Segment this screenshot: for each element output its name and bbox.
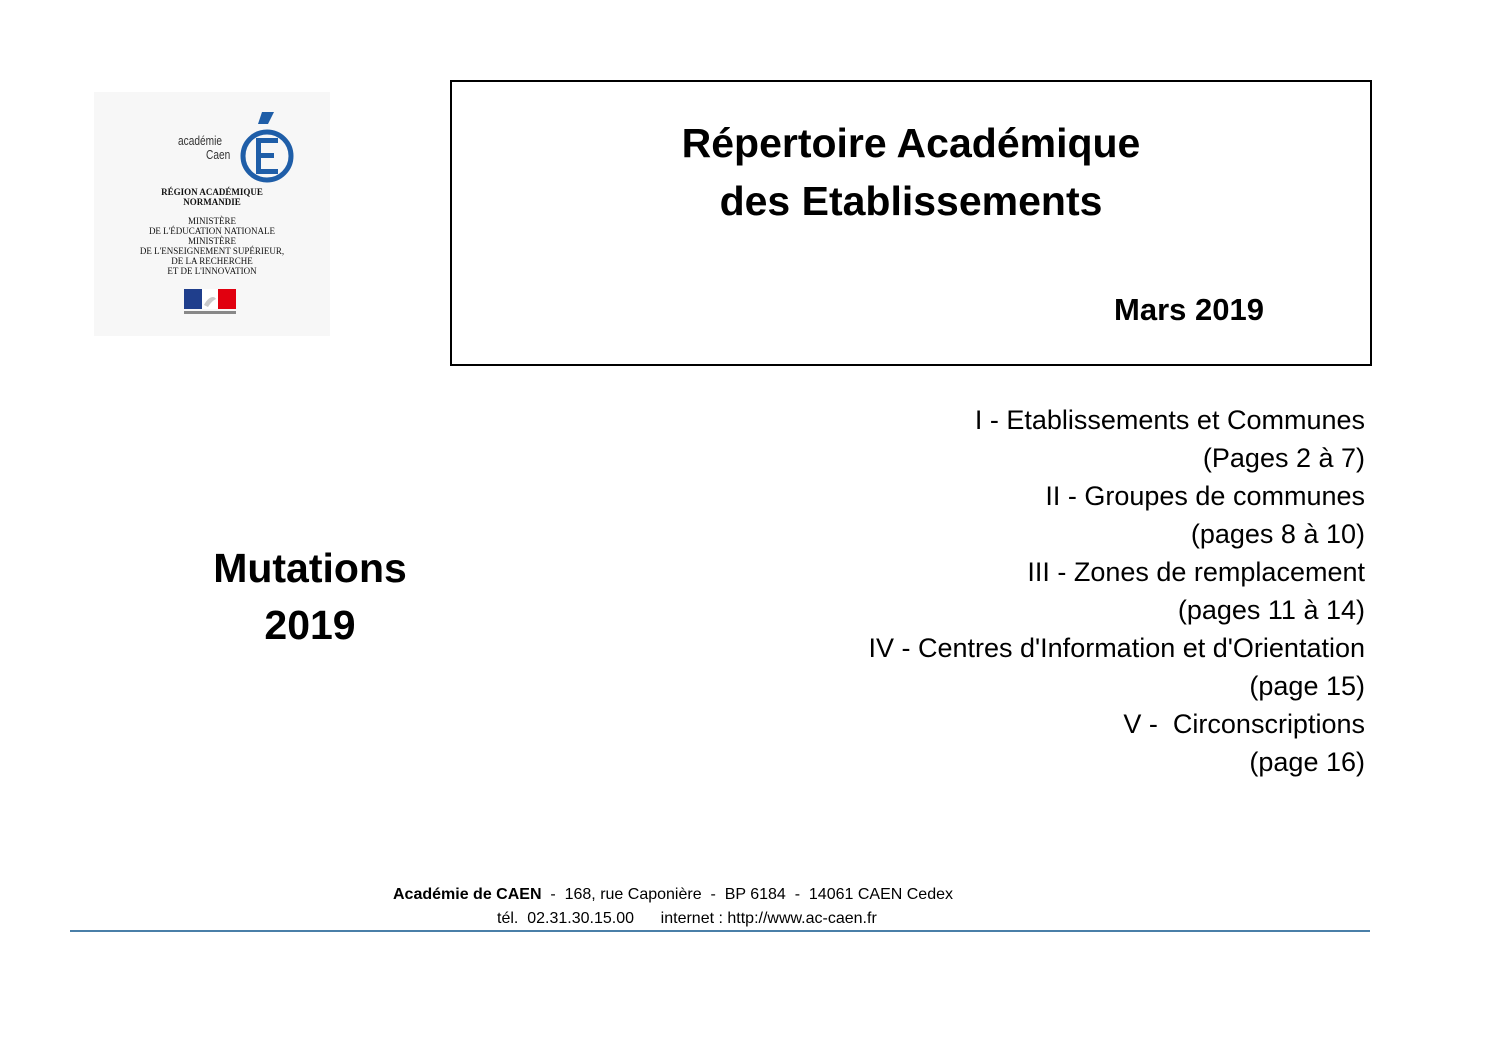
- logo-region-line: RÉGION ACADÉMIQUE: [161, 187, 263, 197]
- logo-word-caen: Caen: [206, 147, 231, 162]
- academie-logo: [94, 92, 330, 336]
- mutations-label: Mutations: [213, 545, 407, 591]
- logo-ministry-line: DE L'ENSEIGNEMENT SUPÉRIEUR,: [139, 246, 285, 256]
- logo-word-academie: académie: [178, 133, 222, 148]
- toc-page-range: (pages 8 à 10): [1190, 519, 1365, 549]
- logo-ministry-text: [94, 216, 330, 276]
- footer-divider: [70, 930, 1370, 932]
- logo-region-line: NORMANDIE: [183, 197, 241, 207]
- title-line-1: Répertoire Académique: [681, 120, 1141, 166]
- toc-page-range: (pages 11 à 14): [1177, 595, 1365, 625]
- toc-page-range: (page 16): [1249, 747, 1365, 777]
- toc-section-title: II - Groupes de communes: [1045, 481, 1365, 511]
- logo-ministry-line: DE L'ÉDUCATION NATIONALE: [148, 226, 276, 236]
- edition-date: Mars 2019: [1114, 292, 1264, 327]
- logo-mark: [178, 110, 294, 184]
- footer-contact-line: tél. 02.31.30.15.00 internet : http://www.ac-caen.fr: [497, 910, 877, 927]
- mutations-year: 2019: [264, 602, 356, 648]
- toc-section-title: III - Zones de remplacement: [1027, 557, 1365, 587]
- toc-page-range: (Pages 2 à 7): [1202, 443, 1365, 473]
- toc-page-range: (page 15): [1249, 671, 1365, 701]
- toc-section-title: I - Etablissements et Communes: [974, 405, 1365, 435]
- footer-org: Académie de CAEN: [393, 886, 542, 903]
- toc-section-title: V - Circonscriptions: [1123, 709, 1365, 739]
- title-line-2: des Etablissements: [719, 178, 1103, 224]
- mutations-heading: [180, 540, 440, 654]
- logo-ministry-line: DE LA RECHERCHE: [171, 256, 253, 266]
- logo-ministry-line: MINISTÈRE: [188, 216, 236, 226]
- flag-caption-mark: [184, 311, 236, 314]
- logo-region-text: [94, 187, 330, 207]
- logo-ministry-line: ET DE L'INNOVATION: [167, 266, 257, 276]
- logo-e-accent-icon: [240, 110, 294, 184]
- footer-address: - 168, rue Caponière - BP 6184 - 14061 CAEN Cedex: [541, 886, 953, 903]
- title-frame: [450, 80, 1372, 366]
- french-republic-flag-icon: [184, 289, 236, 309]
- table-of-contents: [868, 401, 1365, 781]
- page-title: [452, 114, 1370, 230]
- toc-section-title: IV - Centres d'Information et d'Orientation: [868, 633, 1365, 663]
- logo-ministry-line: MINISTÈRE: [188, 236, 236, 246]
- footer-address-line: [393, 886, 953, 904]
